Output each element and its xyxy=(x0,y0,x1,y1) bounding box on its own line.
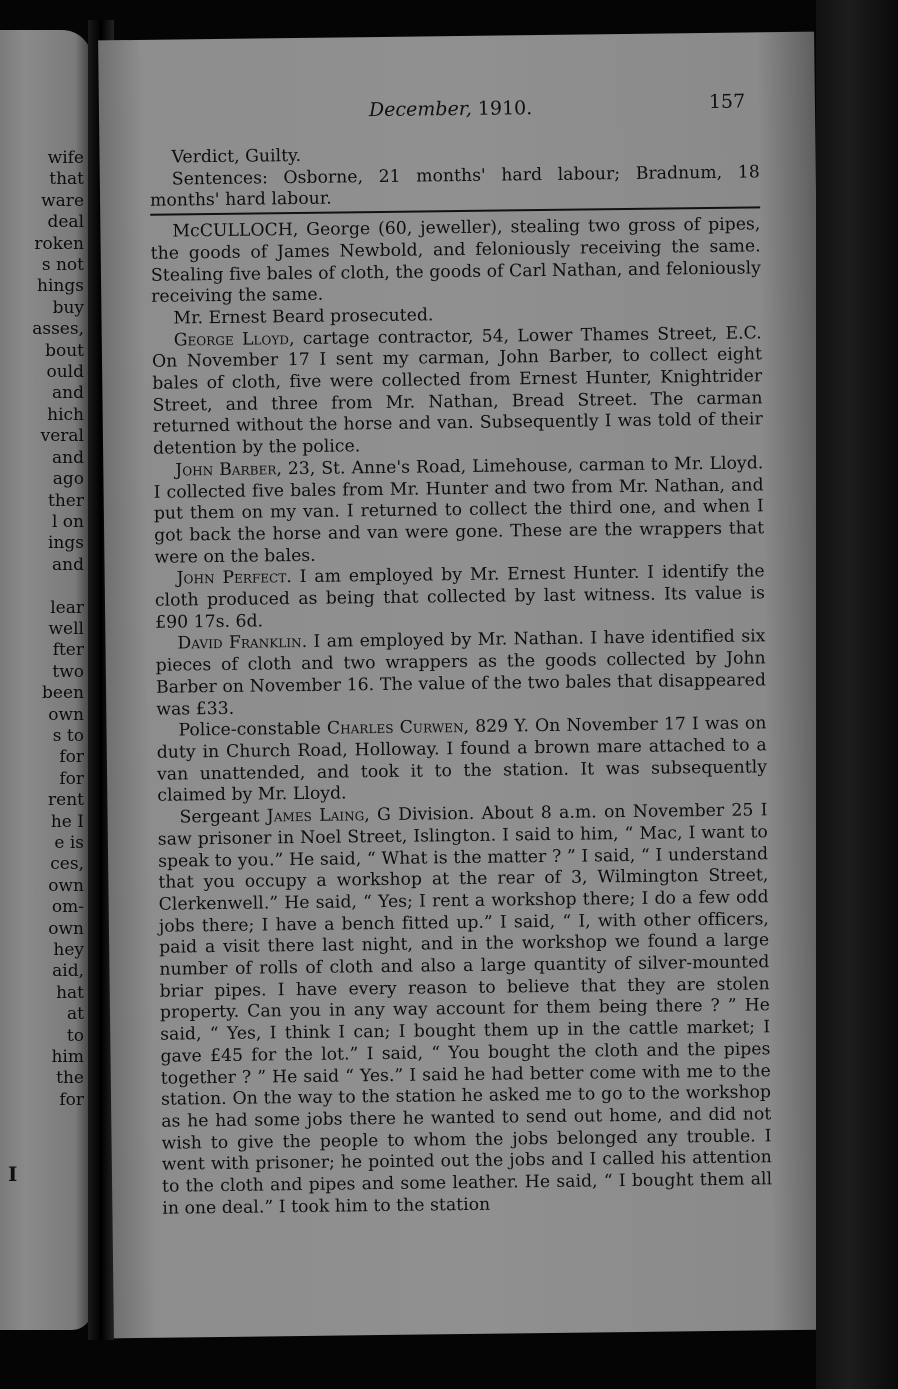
paragraph-text: 829 Y. On November 17 I was on duty in Church Road, Holloway. I found a brown mare attached to a van unattended, and took it to the station. It was subsequently claimed by Mr. Lloyd. xyxy=(156,713,768,807)
witness-name: John Perfect. xyxy=(176,567,293,589)
left-page-line: hey xyxy=(53,940,84,961)
paragraph-text: George (60, jeweller), stealing two gross of pipes, the goods of James Newbold, and feloniously receiving the same. Stealing five bales of cloth, the goods of Carl Nathan, and feloniously receiving the same. xyxy=(150,214,762,308)
paragraph xyxy=(156,714,767,808)
running-head-month: December, xyxy=(368,97,472,122)
left-page-line: well xyxy=(48,618,84,639)
paragraph xyxy=(153,453,764,569)
witness-name: James Laing, xyxy=(266,805,370,827)
left-page-line: own xyxy=(48,875,84,896)
left-page-line: him xyxy=(51,1047,84,1068)
left-page-line: and xyxy=(52,383,84,404)
left-page-line: fter xyxy=(52,640,84,661)
left-page-line: buy xyxy=(52,297,84,318)
paragraph xyxy=(155,562,766,635)
left-page-line: bout xyxy=(45,340,84,361)
left-page-line: hings xyxy=(37,276,84,297)
paragraph xyxy=(155,627,766,721)
paragraph-text: cartage contractor, 54, Lower Thames Street, E.C. On November 17 I sent my carman, John Barber, to collect eight bales of cloth, five were collected from Ernest Hunter, Knightrider Street, and three from Mr. Nathan, Bread Street. The carman returned without the horse and van. Subsequently I was told of their detention by the police. xyxy=(151,322,763,459)
left-page-line: asses, xyxy=(32,319,84,340)
left-page-line: lear xyxy=(50,597,84,618)
left-page-line: that xyxy=(49,169,84,190)
left-page-line: to xyxy=(66,1025,84,1046)
left-page-footer-mark: I xyxy=(8,1162,18,1186)
left-page-line: l on xyxy=(51,511,84,532)
left-page-line: ould xyxy=(46,362,84,383)
left-page-line: ware xyxy=(41,190,84,211)
left-page-line xyxy=(32,576,84,597)
left-page-line: s not xyxy=(41,255,84,276)
left-page-line: wife xyxy=(47,148,84,168)
left-page-line: hich xyxy=(47,404,84,425)
left-page-text xyxy=(32,148,84,1111)
paragraph xyxy=(152,323,764,461)
left-page-line: ther xyxy=(48,490,84,511)
left-page-line: om- xyxy=(51,897,84,918)
page-header xyxy=(99,90,815,129)
witness-title: Police-constable xyxy=(178,718,328,741)
page-body xyxy=(149,140,772,1220)
left-page-line: ces, xyxy=(50,854,84,875)
left-page-line: and xyxy=(52,447,84,468)
witness-title: Sergeant xyxy=(179,806,267,828)
left-page-line: roken xyxy=(34,233,84,254)
paragraph xyxy=(150,162,760,213)
paragraph-text: Mr. Ernest Beard prosecuted. xyxy=(173,305,434,329)
witness-name: Charles Curwen, xyxy=(326,717,470,739)
left-page-line: at xyxy=(67,1004,84,1025)
left-page-line: been xyxy=(42,683,84,704)
left-page-line: two xyxy=(52,661,84,682)
defendant-name: McCULLOCH, xyxy=(172,220,299,242)
page xyxy=(98,32,830,1339)
witness-name: George Lloyd, xyxy=(173,328,295,351)
left-page-line: for xyxy=(59,747,84,768)
left-page-line: he I xyxy=(50,811,84,832)
left-page-line: and xyxy=(52,554,84,575)
left-page-line: deal xyxy=(47,212,84,233)
paragraph-text: I am employed by Mr. Nathan. I have identified six pieces of cloth and two wrappers as the goods collected by John Barber on November 16. The value of the two bales that disappeared was £33. xyxy=(155,626,767,720)
left-page-line: veral xyxy=(40,426,84,447)
left-page-line: own xyxy=(48,918,84,939)
left-page-line: for xyxy=(59,1089,84,1110)
dark-background-edge xyxy=(816,0,898,1389)
left-page-line: for xyxy=(59,768,84,789)
left-page-line: s to xyxy=(52,725,84,746)
left-page-line: rent xyxy=(48,790,84,811)
left-page-line: e is xyxy=(54,833,84,853)
running-head-year: 1910. xyxy=(477,97,533,120)
paragraph-text: Sentences: Osborne, 21 months' hard labour; Bradnum, 18 months' hard labour. xyxy=(149,162,760,212)
paragraph-text: I am employed by Mr. Ernest Hunter. I identify the cloth produced as being that collected by last witness. Its value is £90 17s. 6d. xyxy=(154,561,766,633)
left-page-line: the xyxy=(56,1068,84,1089)
left-page-line: ings xyxy=(48,533,84,554)
witness-name: David Franklin. xyxy=(177,632,308,654)
left-page-line: ago xyxy=(52,469,84,490)
left-page-line: hat xyxy=(56,982,84,1003)
running-head xyxy=(369,97,533,121)
paragraph-text: 23, St. Anne's Road, Limehouse, carman to Mr. Lloyd. I collected five bales from Mr. Hunter and two from Mr. Nathan, and put them on my van. I returned to collect the third one, and when I got back the horse and van were gone. These are the wrappers that were on the bales. xyxy=(153,453,765,568)
paragraph xyxy=(150,214,761,308)
paragraph xyxy=(157,800,772,1220)
page-number: 157 xyxy=(708,90,746,113)
witness-name: John Barber, xyxy=(175,459,283,481)
paragraph-text: Verdict, Guilty. xyxy=(171,145,302,168)
left-facing-page xyxy=(0,30,92,1330)
left-page-line: own xyxy=(48,704,84,725)
left-page-line: aid, xyxy=(52,961,84,982)
paragraph-text: G Division. About 8 a.m. on November 25 I saw prisoner in Noel Street, Islington. I said to him, “ Mac, I want to speak to you.” He said, “ What is the matter ? ” I said, “ I understand that you occupy a workshop at the rear of 3, Wilmington Street, Clerkenwell.” He said, “ Yes; I rent a workshop there; I do a few odd jobs there; I have a bench fitted up.” I said, “ I, with other officers, paid a visit there last night, and in the workshop we found a large number of rolls of cloth and also a large quantity of silver-mounted briar pipes. I have every reason to believe that they are stolen property. Can you in any way account for them being there ? ” He said, “ Yes, I think I can; I bought them up in the cattle market; I gave £45 for the lot.” I said, “ You bought the cloth and the pipes together ? ” He said “ Yes.” I said he had better come with me to the station. On the way to the station he asked me to go to the workshop as he had some jobs there he wanted to send out home, and did not wish to give the people to whom the jobs belonged any trouble. I went with prisoner; he pointed out the jobs and I called his attention to the cloth and pipes and some leather. He said, “ I bought them all in one deal.” I took him to the station xyxy=(157,800,773,1219)
